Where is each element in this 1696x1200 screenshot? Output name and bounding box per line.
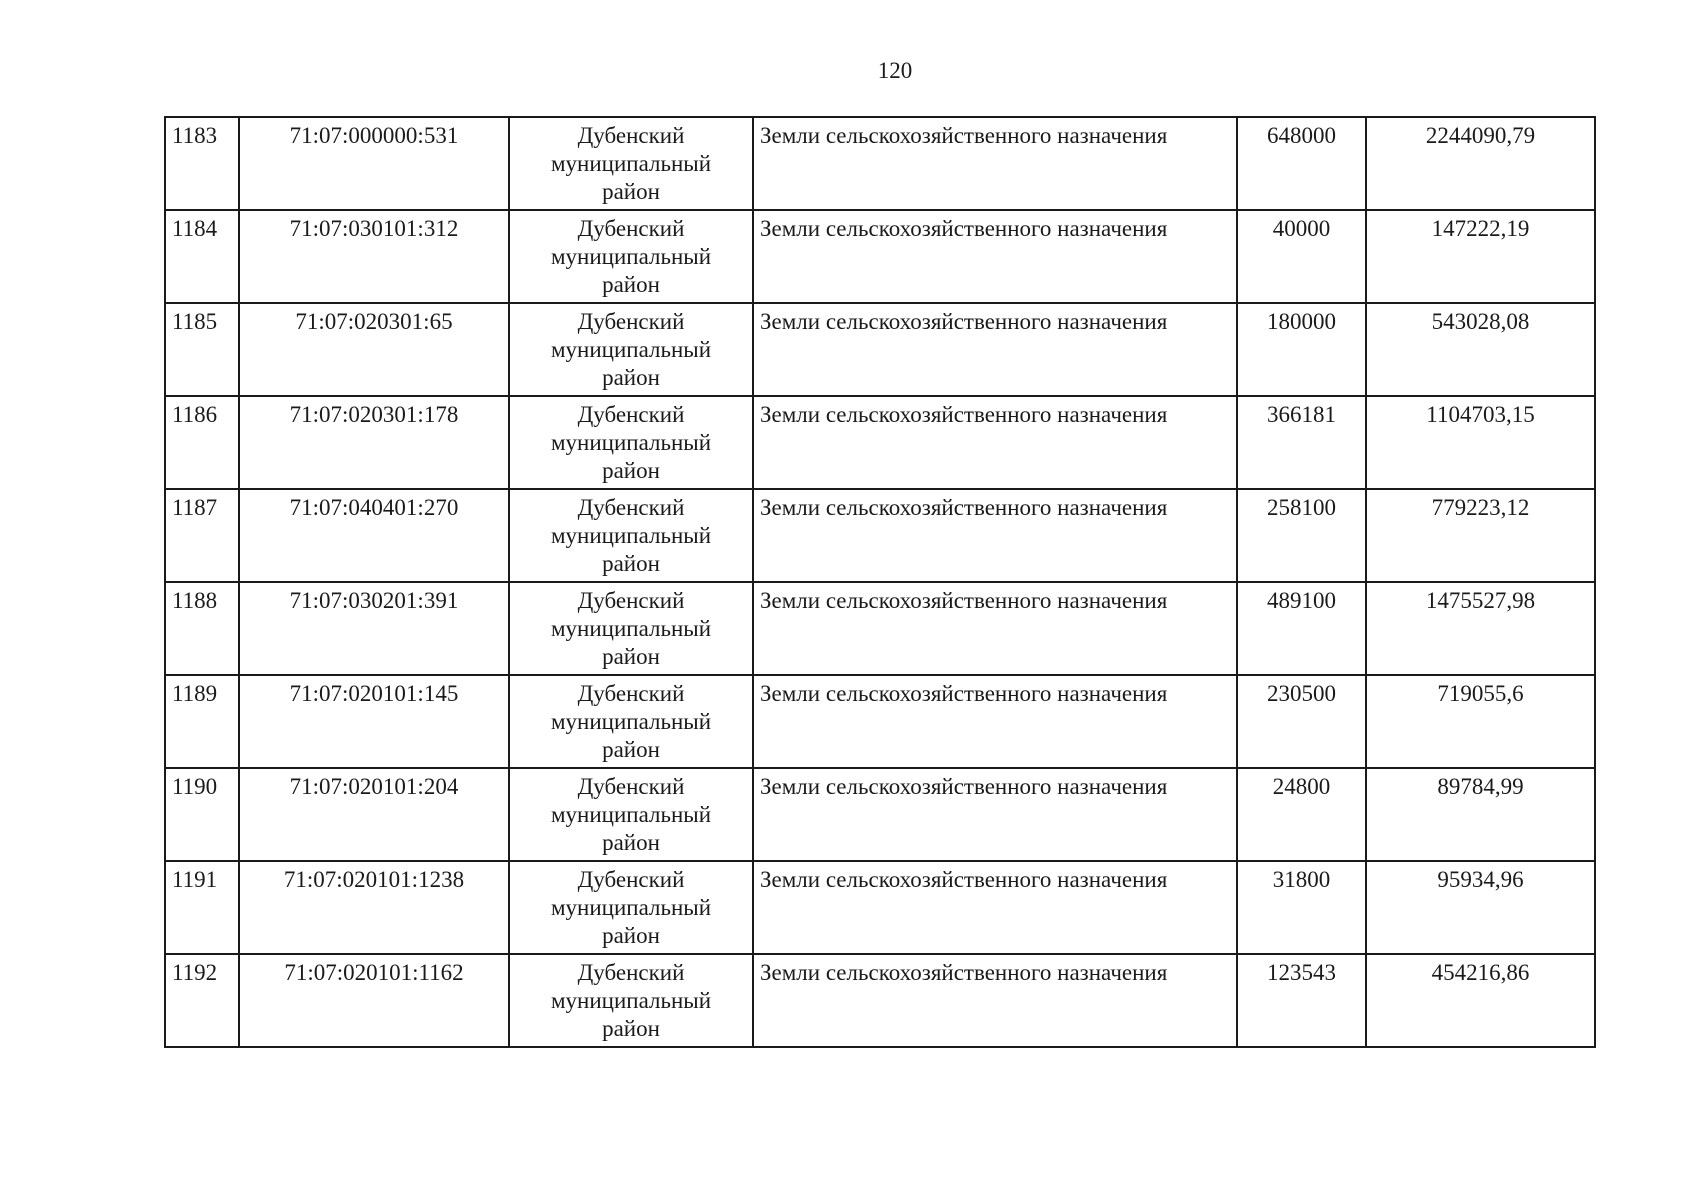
- table-row: [165, 582, 1595, 675]
- municipality-line: район: [602, 830, 660, 855]
- cadastral-value: 2244090,79: [1366, 117, 1595, 210]
- table-row: [165, 117, 1595, 210]
- cadastral-value: 1104703,15: [1366, 396, 1595, 489]
- municipality: [509, 117, 753, 210]
- cadastral-number: 71:07:000000:531: [239, 117, 509, 210]
- row-number: 1187: [165, 489, 239, 582]
- table-row: [165, 954, 1595, 1047]
- table-row: [165, 396, 1595, 489]
- table-row: [165, 768, 1595, 861]
- municipality-line: муниципальный: [550, 709, 712, 734]
- cadastral-value: 779223,12: [1366, 489, 1595, 582]
- municipality-line: муниципальный: [550, 895, 712, 920]
- table-row: [165, 489, 1595, 582]
- cadastral-value: 719055,6: [1366, 675, 1595, 768]
- municipality-line: Дубенский: [577, 774, 685, 799]
- area: 24800: [1237, 768, 1366, 861]
- table-body: [165, 117, 1595, 1047]
- area: 489100: [1237, 582, 1366, 675]
- municipality: [509, 768, 753, 861]
- municipality: [509, 489, 753, 582]
- municipality: [509, 954, 753, 1047]
- land-category: Земли сельскохозяйственного назначения: [753, 768, 1237, 861]
- cadastral-number: 71:07:020101:145: [239, 675, 509, 768]
- municipality-line: муниципальный: [550, 988, 712, 1013]
- area: 366181: [1237, 396, 1366, 489]
- row-number: 1185: [165, 303, 239, 396]
- municipality-line: муниципальный: [550, 244, 712, 269]
- cadastral-value: 454216,86: [1366, 954, 1595, 1047]
- cadastral-value: 543028,08: [1366, 303, 1595, 396]
- table-row: [165, 210, 1595, 303]
- land-registry-table: [164, 116, 1596, 1048]
- municipality-line: Дубенский: [577, 216, 685, 241]
- cadastral-number: 71:07:030201:391: [239, 582, 509, 675]
- municipality-line: муниципальный: [550, 430, 712, 455]
- row-number: 1192: [165, 954, 239, 1047]
- cadastral-number: 71:07:020101:204: [239, 768, 509, 861]
- cadastral-value: 95934,96: [1366, 861, 1595, 954]
- row-number: 1186: [165, 396, 239, 489]
- table-row: [165, 861, 1595, 954]
- land-category: Земли сельскохозяйственного назначения: [753, 582, 1237, 675]
- municipality-line: муниципальный: [550, 802, 712, 827]
- row-number: 1190: [165, 768, 239, 861]
- cadastral-value: 147222,19: [1366, 210, 1595, 303]
- municipality-line: Дубенский: [577, 588, 685, 613]
- cadastral-number: 71:07:020101:1238: [239, 861, 509, 954]
- municipality-line: Дубенский: [577, 681, 685, 706]
- municipality-line: Дубенский: [577, 402, 685, 427]
- table-row: [165, 303, 1595, 396]
- land-category: Земли сельскохозяйственного назначения: [753, 675, 1237, 768]
- municipality-line: район: [602, 551, 660, 576]
- municipality-line: муниципальный: [550, 523, 712, 548]
- row-number: 1183: [165, 117, 239, 210]
- cadastral-number: 71:07:020301:65: [239, 303, 509, 396]
- land-category: Земли сельскохозяйственного назначения: [753, 954, 1237, 1047]
- land-category: Земли сельскохозяйственного назначения: [753, 117, 1237, 210]
- municipality-line: район: [602, 737, 660, 762]
- land-category: Земли сельскохозяйственного назначения: [753, 861, 1237, 954]
- municipality: [509, 303, 753, 396]
- land-category: Земли сельскохозяйственного назначения: [753, 210, 1237, 303]
- area: 230500: [1237, 675, 1366, 768]
- cadastral-number: 71:07:020101:1162: [239, 954, 509, 1047]
- row-number: 1189: [165, 675, 239, 768]
- municipality-line: район: [602, 458, 660, 483]
- municipality-line: район: [602, 644, 660, 669]
- municipality-line: Дубенский: [577, 867, 685, 892]
- row-number: 1184: [165, 210, 239, 303]
- area: 648000: [1237, 117, 1366, 210]
- municipality: [509, 861, 753, 954]
- municipality-line: муниципальный: [550, 616, 712, 641]
- municipality-line: Дубенский: [577, 123, 685, 148]
- municipality: [509, 582, 753, 675]
- cadastral-number: 71:07:030101:312: [239, 210, 509, 303]
- land-category: Земли сельскохозяйственного назначения: [753, 396, 1237, 489]
- cadastral-number: 71:07:020301:178: [239, 396, 509, 489]
- municipality-line: Дубенский: [577, 309, 685, 334]
- land-category: Земли сельскохозяйственного назначения: [753, 303, 1237, 396]
- area: 258100: [1237, 489, 1366, 582]
- municipality-line: муниципальный: [550, 337, 712, 362]
- municipality: [509, 210, 753, 303]
- municipality-line: муниципальный: [550, 151, 712, 176]
- table-row: [165, 675, 1595, 768]
- cadastral-value: 89784,99: [1366, 768, 1595, 861]
- municipality: [509, 396, 753, 489]
- cadastral-number: 71:07:040401:270: [239, 489, 509, 582]
- municipality-line: район: [602, 272, 660, 297]
- area: 40000: [1237, 210, 1366, 303]
- area: 180000: [1237, 303, 1366, 396]
- page-number: 120: [877, 58, 913, 83]
- municipality-line: Дубенский: [577, 960, 685, 985]
- area: 31800: [1237, 861, 1366, 954]
- municipality-line: Дубенский: [577, 495, 685, 520]
- row-number: 1188: [165, 582, 239, 675]
- cadastral-value: 1475527,98: [1366, 582, 1595, 675]
- municipality-line: район: [602, 1016, 660, 1041]
- area: 123543: [1237, 954, 1366, 1047]
- land-category: Земли сельскохозяйственного назначения: [753, 489, 1237, 582]
- municipality-line: район: [602, 365, 660, 390]
- row-number: 1191: [165, 861, 239, 954]
- municipality-line: район: [602, 179, 660, 204]
- municipality-line: район: [602, 923, 660, 948]
- municipality: [509, 675, 753, 768]
